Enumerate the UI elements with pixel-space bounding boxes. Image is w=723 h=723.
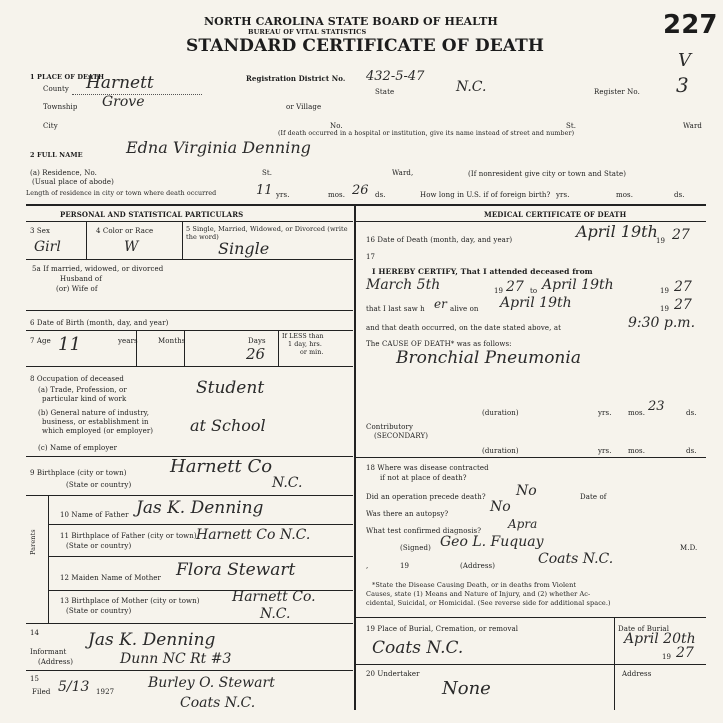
register-mark: V bbox=[678, 50, 691, 71]
reg-district-label: Registration District No. bbox=[246, 74, 346, 83]
father-label: 10 Name of Father bbox=[60, 511, 129, 519]
mother-value: Flora Stewart bbox=[176, 560, 296, 580]
bureau-name: BUREAU OF VITAL STATISTICS bbox=[248, 28, 367, 36]
birthplace-label: 9 Birthplace (city or town) bbox=[30, 469, 127, 477]
how-ds-label: ds. bbox=[674, 191, 685, 199]
burial-label: 19 Place of Burial, Cremation, or removal bbox=[366, 625, 519, 633]
undertaker-value: None bbox=[442, 678, 491, 699]
less-label-1: If LESS than bbox=[282, 333, 324, 340]
undertaker-label: 20 Undertaker bbox=[366, 670, 420, 678]
where-contracted-label-2: if not at place of death? bbox=[380, 474, 467, 482]
signer-address-label: (Address) bbox=[460, 562, 496, 570]
mother-birthplace-value-1: Harnett Co. bbox=[232, 589, 316, 605]
md-label: M.D. bbox=[680, 544, 698, 552]
register-value: 3 bbox=[676, 73, 689, 97]
parents-label: Parents bbox=[29, 529, 37, 555]
married-label-1: 5a If married, widowed, or divorced bbox=[32, 265, 164, 273]
mother-birthplace-value-2: N.C. bbox=[260, 606, 291, 622]
how-long-label: How long in U.S. if of foreign birth? bbox=[420, 191, 551, 199]
register-label: Register No. bbox=[594, 88, 640, 96]
filed-label: Filed bbox=[32, 688, 51, 696]
birthplace-value-2: N.C. bbox=[272, 475, 303, 491]
burial-date-value: April 20th bbox=[624, 631, 696, 647]
residence-ward-label: Ward, bbox=[392, 169, 414, 177]
secondary-label: (SECONDARY) bbox=[374, 432, 429, 440]
full-name-label: 2 FULL NAME bbox=[30, 151, 83, 159]
length-yrs-value: 11 bbox=[256, 183, 273, 198]
city-ward-label: Ward bbox=[683, 122, 702, 130]
length-yrs-label: yrs. bbox=[276, 191, 290, 199]
test-label: What test confirmed diagnosis? bbox=[366, 527, 482, 535]
autopsy-label: Was there an autopsy? bbox=[366, 510, 449, 518]
operation-value: No bbox=[516, 483, 537, 499]
footnote-3: cidental, Suicidal, or Homicidal. (See reverse side for additional space.) bbox=[366, 599, 611, 607]
full-name-value: Edna Virginia Denning bbox=[126, 138, 311, 157]
informant-value: Jas K. Denning bbox=[88, 630, 216, 650]
hospital-note: (If death occurred in a hospital or institution, give its name instead of street and number) bbox=[278, 130, 575, 137]
duration-yrs-label: yrs. bbox=[598, 409, 612, 417]
state-value: N.C. bbox=[456, 79, 487, 95]
length-mos-value: 26 bbox=[352, 183, 369, 198]
personal-heading: PERSONAL AND STATISTICAL PARTICULARS bbox=[60, 210, 244, 219]
mother-birthplace-label-2: (State or country) bbox=[66, 607, 132, 615]
occupation-b-label-2: business, or establishment in bbox=[42, 418, 149, 426]
birthplace-sub: (State or country) bbox=[66, 481, 132, 489]
occupation-b-label-3: which employed (or employer) bbox=[42, 427, 154, 435]
occupation-a-label-2: particular kind of work bbox=[42, 395, 127, 403]
medical-heading: MEDICAL CERTIFICATE OF DEATH bbox=[484, 210, 627, 219]
attend-from-year: 27 bbox=[506, 279, 524, 295]
date-of-death-prefix: 19 bbox=[656, 237, 666, 245]
rule-personal-header bbox=[26, 221, 353, 222]
cause-value: Bronchial Pneumonia bbox=[396, 348, 581, 368]
date-of-death-year: 27 bbox=[672, 227, 690, 243]
informant-label: Informant bbox=[30, 648, 67, 656]
occupation-b-value: at School bbox=[190, 416, 266, 435]
last-saw-label-2: alive on bbox=[450, 305, 479, 313]
place-of-death-label: 1 PLACE OF DEATH bbox=[30, 73, 105, 81]
county-label: County bbox=[43, 85, 69, 93]
informant-address-value: Dunn NC Rt #3 bbox=[120, 651, 232, 667]
last-saw-value: April 19th bbox=[500, 295, 572, 311]
burial-date-label: Date of Burial bbox=[618, 625, 670, 633]
age-days-value: 26 bbox=[246, 345, 266, 363]
board-name: NORTH CAROLINA STATE BOARD OF HEALTH bbox=[204, 15, 498, 28]
duration-label: (duration) bbox=[482, 409, 519, 417]
age-months-label: Months bbox=[158, 337, 186, 345]
filed-number: 15 bbox=[30, 675, 40, 683]
mother-birthplace-label-1: 13 Birthplace of Mother (city or town) bbox=[60, 597, 200, 605]
rule-top bbox=[26, 204, 706, 206]
informant-number: 14 bbox=[30, 629, 40, 637]
filed-date: 5/13 bbox=[58, 679, 90, 695]
less-label-2: 1 day, hrs. bbox=[288, 341, 322, 348]
father-value: Jas K. Denning bbox=[136, 498, 264, 518]
father-birthplace-label-2: (State or country) bbox=[66, 542, 132, 550]
registrar-place: Coats N.C. bbox=[180, 695, 256, 711]
less-label-3: or min. bbox=[300, 349, 324, 356]
length-ds-label: ds. bbox=[375, 191, 386, 199]
city-label: City bbox=[43, 122, 58, 130]
length-residence-label: Length of residence in city or town where death occurred bbox=[26, 190, 217, 197]
marital-value: Single bbox=[218, 239, 270, 258]
duration-ds-label: ds. bbox=[686, 409, 697, 417]
married-label-3: (or) Wife of bbox=[56, 285, 98, 293]
time-of-death: 9:30 p.m. bbox=[628, 315, 696, 331]
color-label: 4 Color or Race bbox=[96, 227, 154, 235]
undertaker-address-label: Address bbox=[622, 670, 652, 678]
attend-to: April 19th bbox=[542, 277, 614, 293]
father-birthplace-label-1: 11 Birthplace of Father (city or town) bbox=[60, 532, 197, 540]
signer-address-value: Coats N.C. bbox=[538, 551, 614, 567]
attend-to-label: to bbox=[530, 287, 538, 295]
autopsy-value: No bbox=[490, 499, 511, 515]
marital-label: 5 Single, Married, Widowed, or Divorced (write the word) bbox=[186, 225, 348, 241]
age-years-label: years bbox=[118, 337, 138, 345]
city-no-label: No. bbox=[330, 122, 343, 130]
occupation-label: 8 Occupation of deceased bbox=[30, 375, 124, 383]
village-label: or Village bbox=[286, 103, 322, 111]
signature-year-label: 19 bbox=[400, 562, 410, 570]
date-of-death-label: 16 Date of Death (month, day, and year) bbox=[366, 236, 513, 244]
sex-value: Girl bbox=[34, 239, 61, 255]
certificate-title: STANDARD CERTIFICATE OF DEATH bbox=[186, 36, 545, 56]
married-label-2: Husband of bbox=[60, 275, 102, 283]
informant-address-label: (Address) bbox=[38, 658, 74, 666]
occupation-b-label-1: (b) General nature of industry, bbox=[38, 409, 150, 417]
residence-sub: (Usual place of abode) bbox=[32, 178, 115, 186]
operation-label: Did an operation precede death? bbox=[366, 493, 486, 501]
cause-label: The CAUSE OF DEATH* was as follows: bbox=[366, 340, 512, 348]
last-saw-pronoun: er bbox=[434, 297, 447, 311]
city-st-label: St. bbox=[566, 122, 577, 130]
duration-mos-label: mos. bbox=[628, 409, 646, 417]
duration-mos-value: 23 bbox=[648, 399, 665, 414]
last-saw-label-1: that I last saw h bbox=[366, 305, 425, 313]
burial-year: 27 bbox=[676, 645, 694, 661]
contributory-label: Contributory bbox=[366, 423, 413, 431]
age-label: 7 Age bbox=[30, 337, 51, 345]
birthplace-value-1: Harnett Co bbox=[170, 456, 273, 477]
occupation-c-label: (c) Name of employer bbox=[38, 444, 118, 452]
reg-district-value: 432-5-47 bbox=[366, 69, 425, 84]
footnote-1: *State the Disease Causing Death, or in deaths from Violent bbox=[372, 581, 577, 589]
footnote-2: Causes, state (1) Means and Nature of Injury, and (2) whether Ac- bbox=[366, 590, 591, 598]
signed-label: (Signed) bbox=[400, 544, 431, 552]
attend-to-year: 27 bbox=[674, 279, 692, 295]
occupation-a-value: Student bbox=[196, 378, 265, 398]
nonresident-note: (If nonresident give city or town and State) bbox=[468, 170, 627, 178]
county-value: Harnett bbox=[86, 73, 154, 93]
dob-label: 6 Date of Birth (month, day, and year) bbox=[30, 319, 169, 327]
filed-year: 1927 bbox=[96, 688, 115, 696]
sex-label: 3 Sex bbox=[30, 227, 51, 235]
mother-label: 12 Maiden Name of Mother bbox=[60, 574, 161, 582]
burial-value: Coats N.C. bbox=[372, 638, 464, 658]
father-birthplace-value: Harnett Co N.C. bbox=[196, 527, 311, 543]
township-label: Township bbox=[43, 103, 78, 111]
date-of-death-value: April 19th bbox=[576, 222, 658, 241]
state-label: State bbox=[375, 88, 395, 96]
how-mos-label: mos. bbox=[616, 191, 634, 199]
item-17: 17 bbox=[366, 253, 376, 261]
test-value: Apra bbox=[508, 517, 538, 531]
registrar-value: Burley O. Stewart bbox=[148, 675, 275, 691]
death-certificate: NORTH CAROLINA STATE BOARD OF HEALTH BUREAU OF VITAL STATISTICS STANDARD CERTIFICATE OF DEATH 227 1 PLACE OF DEATH County Harnett Registration District No. 432-5-47 State N.C. Register No. 3 V Township Grove or Village City No. St. Ward (If death occurred in a hospital or institution, give its name instead of street and number) 2 FULL NAME Edna Virginia Denning (a) Residence, No. (Usual place of abode) St. Ward, (If nonresident give city or town and State) Length of residence in city or town where death occurred 11 yrs. mos. 26 ds. How long in U.S. if of foreign birth? yrs. mos. ds. PERSONAL AND STATISTICAL PARTICULARS MEDICAL CERTIFICATE OF DEATH 3 Sex Girl 4 Color or Race W 5 Single, Married, Widowed, or Divorced (write the word) Single 5a If married, widowed, or divorced Husband of (or) Wife of 6 Date of Birth (month, day, and year) 7 Age 11 years Months Days 26 If LESS than 1 day, hrs. or min. 8 Occupation of deceased (a) Trade, Profession, or particular kind of work Student (b) General nature of industry, business, or establishment in which employed (or employer) at School (c) Name of employer 9 Birthplace (city or town) (State or country) Harnett Co N.C. Parents 10 Name of Father Jas K. Denning 11 Birthplace of Father (city or town) (State or country) Harnett Co N.C. 12 Maiden Name of Mother Flora Stewart 13 Birthplace of Mother (city or town) (State or country) Harnett Co. N.C. 14 Informant (Address) Jas K. Denning Dunn NC Rt #3 15 Filed 5/13 1927 Burley O. Stewart Coats N.C. 16 Date of Death (month, day, and year) April 19th 19 27 17 I HEREBY CERTIFY, That I attended deceased from March 5th 19 27 to April 19th 19 27 that I last saw h er alive on April 19th 19 27 and that death occurred, on the date stated above, at 9:30 p.m. The CAUSE OF DEATH* was as follows: Bronchial Pneumonia (duration) yrs. 23 mos. ds. Contributory (SECONDARY) (duration) yrs. mos. ds. 18 Where was disease contracted if not at place of death? Did an operation precede death? No Date of Was there an autopsy? No What test confirmed diagnosis? Apra (Signed) Geo L. Fuquay M.D. , 19 (Address) Coats N.C. *State the Disease Causing Death, or in deaths from Violent Causes, state (1) Means and Nature of Injury, and (2) whether Ac- cidental, Suicidal, or Homicidal. (See reverse side for additional space.) 19 Place of Burial, Cremation, or removal Coats N.C. Date of Burial April 20th 19 27 20 Undertaker None Address bbox=[0, 0, 723, 723]
death-occurred-text: and that death occurred, on the date stated above, at bbox=[366, 324, 562, 332]
age-years-value: 11 bbox=[58, 334, 81, 355]
township-value: Grove bbox=[102, 94, 145, 110]
residence-label: (a) Residence, No. bbox=[30, 169, 97, 177]
operation-date-label: Date of bbox=[580, 493, 607, 501]
length-mos-label: mos. bbox=[328, 191, 346, 199]
where-contracted-label-1: 18 Where was disease contracted bbox=[366, 464, 489, 472]
signature-value: Geo L. Fuquay bbox=[440, 534, 544, 550]
residence-st-label: St. bbox=[262, 169, 273, 177]
color-value: W bbox=[124, 239, 139, 255]
attend-from: March 5th bbox=[366, 277, 441, 293]
certificate-number: 227 bbox=[663, 10, 718, 40]
occupation-a-label-1: (a) Trade, Profession, or bbox=[38, 386, 127, 394]
how-yrs-label: yrs. bbox=[556, 191, 570, 199]
last-saw-year: 27 bbox=[674, 297, 692, 313]
age-days-label: Days bbox=[248, 337, 266, 345]
certify-text: I HEREBY CERTIFY, That I attended deceased from bbox=[372, 267, 593, 276]
